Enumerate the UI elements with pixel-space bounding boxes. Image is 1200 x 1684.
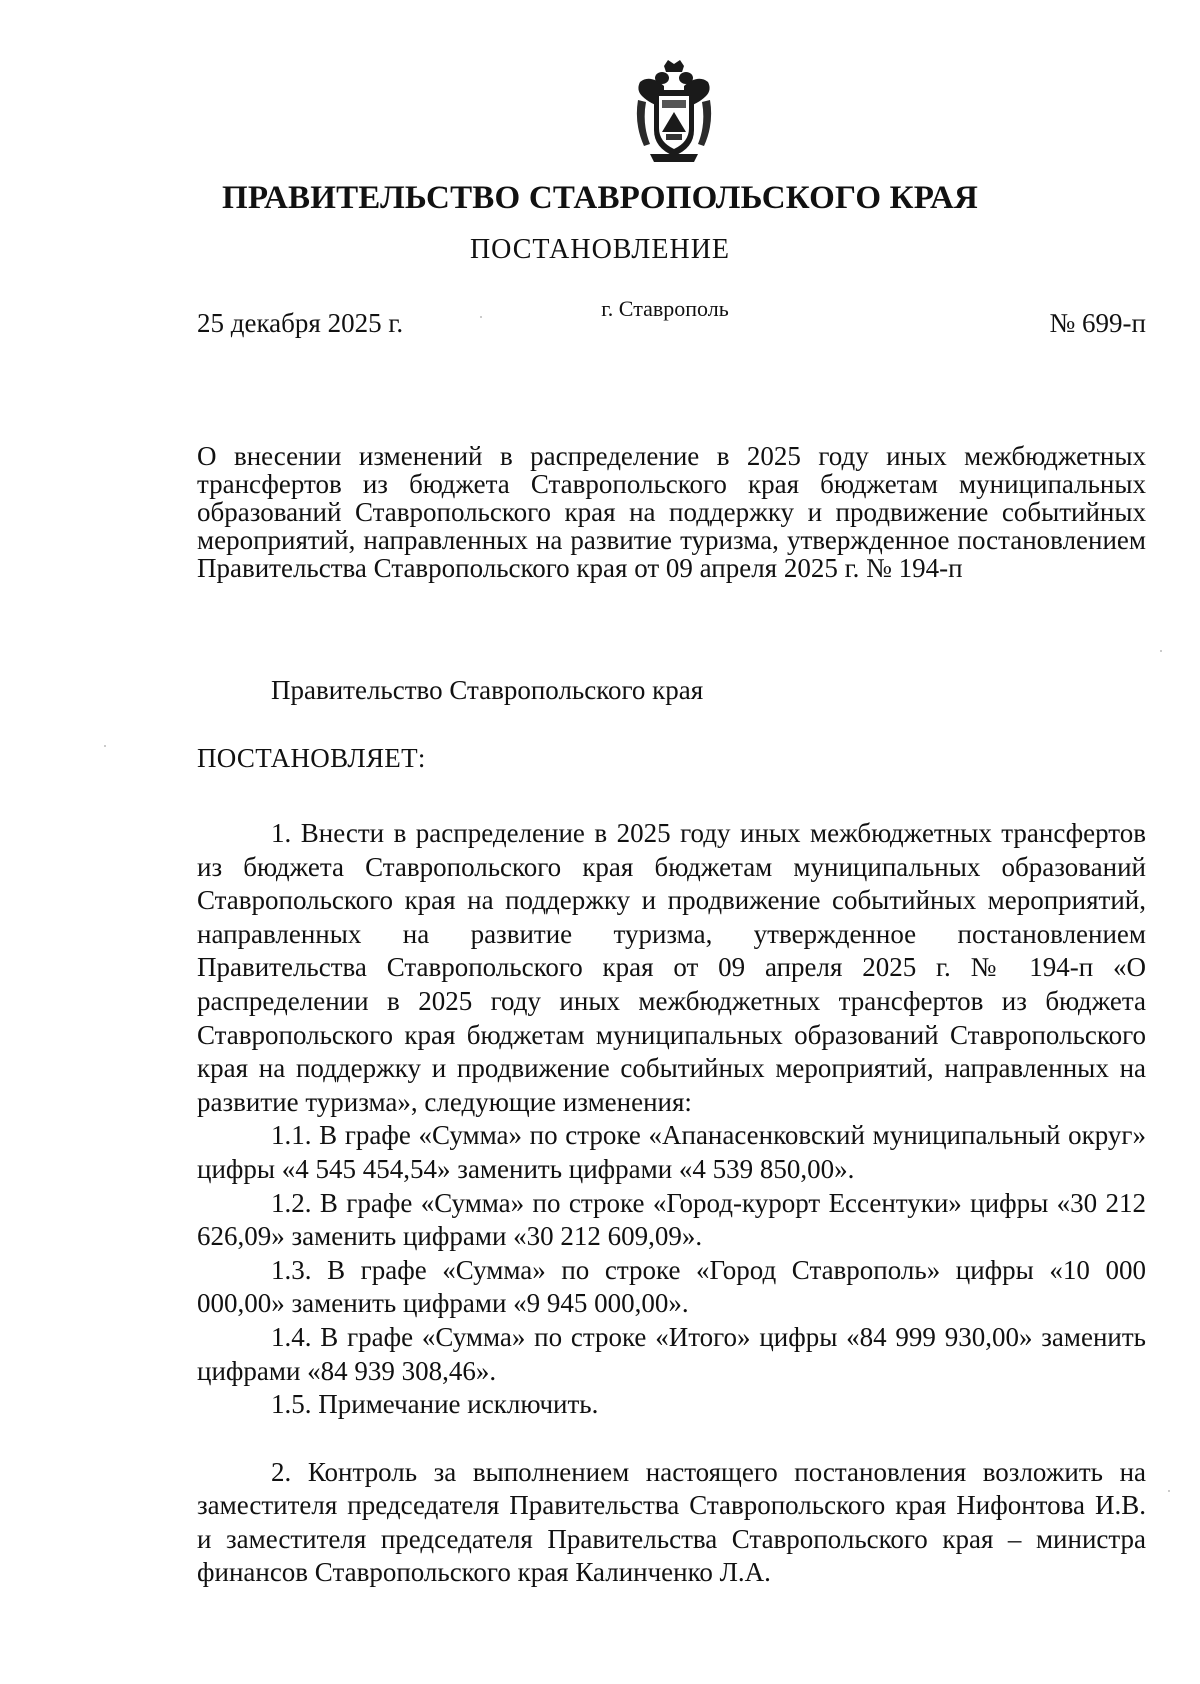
scan-speck <box>1168 1490 1170 1492</box>
paragraph-1-1: 1.1. В графе «Сумма» по строке «Апанасенковский муниципальный округ» цифры «4 545 454,54» заменить цифрами «4 539 850,00». <box>197 1120 1146 1184</box>
document-date: 25 декабря 2025 г. <box>197 308 404 338</box>
scan-speck <box>480 316 482 318</box>
scan-speck <box>1160 650 1162 652</box>
issuer-line: Правительство Ставропольского края <box>271 675 704 705</box>
document-city: г. Ставрополь <box>601 296 729 321</box>
paragraph-1-2: 1.2. В графе «Сумма» по строке «Город-курорт Ессентуки» цифры «30 212 626,09» заменить цифрами «30 212 609,09». <box>197 1187 1146 1252</box>
coat-of-arms-icon <box>632 60 716 164</box>
paragraph-1-5: 1.5. Примечание исключить. <box>271 1389 599 1420</box>
government-title: ПРАВИТЕЛЬСТВО СТАВРОПОЛЬСКОГО КРАЯ <box>221 180 979 216</box>
paragraph-2: 2. Контроль за выполнением настоящего постановления возложить на заместителя председателя Правительства Ставропольского края Нифонтова И.В. и заместителя председателя Правительства Ставропольского края – министра финансов Ставропольского края Калинченко Л.А. <box>197 1456 1146 1588</box>
document-body <box>197 817 1146 1590</box>
paragraph-1: 1. Внести в распределение в 2025 году иных межбюджетных трансфертов из бюджета Ставропольского края бюджетам муниципальных образований Ставропольского края на поддержку и продвижение событийных мероприятий, направленных на развитие туризма, утвержденное постановлением Правительства Ставропольского края от 09 апреля 2025 г. № 194-п «О распределении в 2025 году иных межбюджетных трансфертов из бюджета Ставропольского края бюджетам муниципальных образований Ставропольского края на поддержку и продвижение событийных мероприятий, направленных на развитие туризма», следующие изменения: <box>197 818 1146 1117</box>
document-type: ПОСТАНОВЛЕНИЕ <box>469 234 731 265</box>
paragraph-1-4: 1.4. В графе «Сумма» по строке «Итого» цифры «84 999 930,00» заменить цифрами «84 939 308,46». <box>197 1321 1146 1386</box>
scan-speck <box>104 745 106 747</box>
document-subject: О внесении изменений в распределение в 2025 году иных межбюджетных трансфертов из бюджета Ставропольского края бюджетам муниципальных образований Ставропольского края на поддержку и продвижение событийных мероприятий, направленных на развитие туризма, утвержденное постановлением Правительства Ставропольского края от 09 апреля 2025 г. № 194-п <box>197 441 1146 583</box>
decree-heading: ПОСТАНОВЛЯЕТ: <box>197 743 426 773</box>
document-number: № 699-п <box>1049 308 1146 338</box>
paragraph-1-3: 1.3. В графе «Сумма» по строке «Город Ставрополь» цифры «10 000 000,00» заменить цифрами «9 945 000,00». <box>197 1254 1146 1319</box>
